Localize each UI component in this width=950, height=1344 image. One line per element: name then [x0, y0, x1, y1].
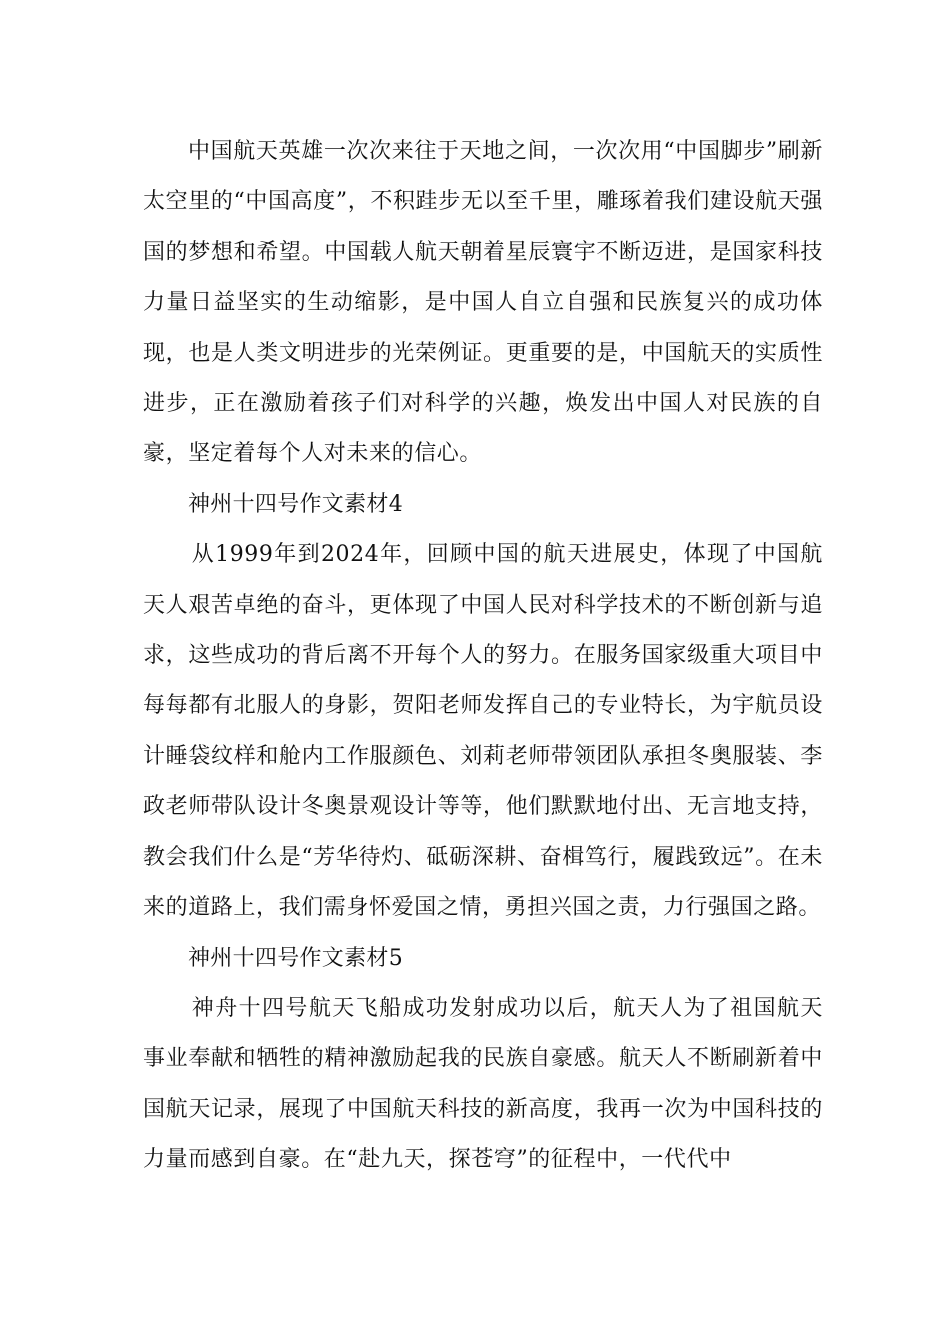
- section-heading-material-4: 神州十四号作文素材4: [188, 491, 403, 517]
- document-body: [143, 127, 823, 1186]
- paragraph-shenzhou-14-launch: [143, 984, 823, 1186]
- paragraph-shenzhou-14-launch-text: 神舟十四号航天飞船成功发射成功以后，航天人为了祖国航天事业奉献和牺牲的精神激励起我的民族自豪感。航天人不断刷新着中国航天记录，展现了中国航天科技的新高度，我再一次为中国科技的力量而感到自豪。在“赴九天，探苍穹”的征程中，一代代中: [143, 995, 823, 1173]
- paragraph-space-history-text: 从1999年到2024年，回顾中国的航天进展史，体现了中国航天人艰苦卓绝的奋斗，更体现了中国人民对科学技术的不断创新与追求，这些成功的背后离不开每个人的努力。在服务国家级重大项目中每每都有北服人的身影，贺阳老师发挥自己的专业特长，为宇航员设计睡袋纹样和舱内工作服颜色、刘莉老师带领团队承担冬奥服装、李政老师带队设计冬奥景观设计等等，他们默默地付出、无言地支持，教会我们什么是“芳华待灼、砥砺深耕、奋楫笃行，履践致远”。在未来的道路上，我们需身怀爱国之情，勇担兴国之责，力行强国之路。: [143, 542, 823, 921]
- paragraph-aerospace-heroes: 中国航天英雄一次次来往于天地之间，一次次用“中国脚步”刷新太空里的“中国高度”，不积跬步无以至千里，雕琢着我们建设航天强国的梦想和希望。中国载人航天朝着星辰寰宇不断迈进，是国家科技力量日益坚实的生动缩影，是中国人自立自强和民族复兴的成功体现，也是人类文明进步的光荣例证。更重要的是，中国航天的实质性进步，正在激励着孩子们对科学的兴趣，焕发出中国人对民族的自豪，坚定着每个人对未来的信心。: [143, 139, 823, 467]
- section-heading-material-5: 神州十四号作文素材5: [188, 945, 403, 971]
- paragraph-space-history: [143, 530, 823, 933]
